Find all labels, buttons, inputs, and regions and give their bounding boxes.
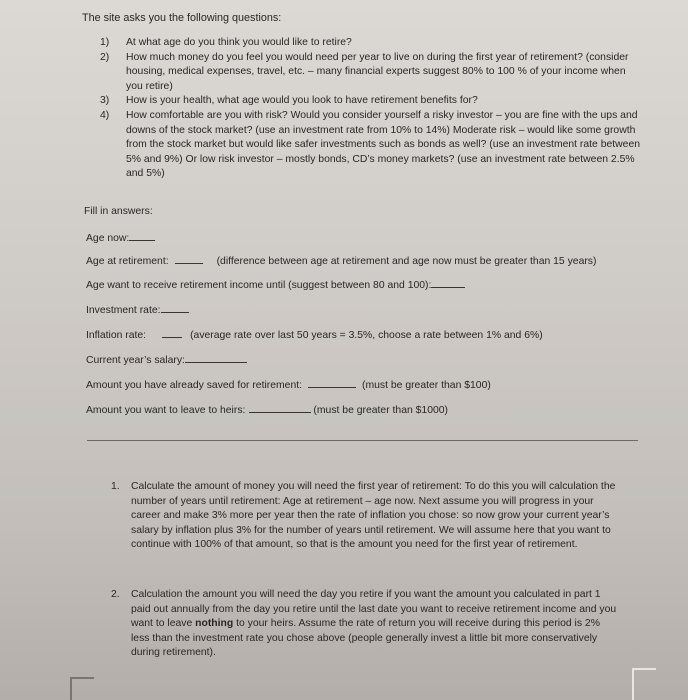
inflation-rate-blank[interactable]: [162, 328, 182, 338]
salary-label: Current year’s salary:: [86, 355, 185, 366]
investment-rate-label: Investment rate:: [86, 305, 161, 316]
task-item: [111, 588, 621, 661]
age-retirement-blank[interactable]: [175, 254, 203, 264]
saved-field: [86, 378, 491, 394]
inflation-rate-label: Inflation rate:: [86, 330, 147, 341]
age-retirement-field: [86, 254, 596, 270]
salary-field: [86, 353, 247, 369]
age-now-label: Age now:: [86, 233, 130, 244]
bracket-mark: [632, 668, 656, 700]
section-divider: [87, 440, 638, 441]
task-item: [111, 480, 621, 553]
question-item: [100, 109, 645, 182]
heirs-field: [86, 403, 448, 419]
question-text: How is your health, what age would you look to have retirement benefits for?: [126, 95, 478, 107]
inflation-rate-field: [86, 328, 543, 344]
task-number: 1.: [111, 481, 120, 492]
inflation-rate-hint: (average rate over last 50 years = 3.5%, choose a rate between 1% and 6%): [190, 330, 543, 341]
task-number: 2.: [111, 589, 120, 600]
task-text-part: Calculation the amount you will need the day you retire if you want the amount you calculated in part 1 paid out annually from the day you retire until the last date you want to receive retirement income and you want to leave: [131, 589, 617, 630]
task-text: Calculate the amount of money you will need the first year of retirement: To do this you will calculation the number of years until retirement: Age at retirement – age now. Next assume you will progress in your career and make 3% more per year then the rate of inflation you chose: so now grow your current year’s salary by inflation plus 3% for the number of years until retirement. We will assume here that you want to continue with 100% of that amount, so that is the amount you need for the first year of retirement.: [131, 481, 616, 551]
age-now-blank[interactable]: [129, 231, 155, 241]
investment-rate-field: [86, 303, 189, 319]
question-number: 1): [100, 37, 110, 48]
heirs-label: Amount you want to leave to heirs:: [86, 405, 246, 416]
question-list: [100, 36, 645, 182]
question-item: [100, 51, 645, 95]
salary-blank[interactable]: [185, 353, 247, 363]
question-number: 4): [100, 109, 110, 121]
saved-hint: (must be greater than $100): [362, 380, 491, 391]
age-income-label: Age want to receive retirement income until (suggest between 80 and 100):: [86, 280, 432, 291]
question-text: How much money do you feel you would need per year to live on during the first year of retirement? (consider housing, medical expenses, travel, etc. – many financial experts suggest 80% to 100 % of your income when you retire): [126, 51, 629, 92]
heirs-hint: (must be greater than $1000): [313, 405, 449, 416]
investment-rate-blank[interactable]: [161, 303, 189, 313]
heirs-blank[interactable]: [249, 403, 311, 413]
question-number: 2): [100, 51, 110, 63]
age-income-field: [86, 278, 465, 294]
question-item: [100, 36, 645, 51]
question-text: At what age do you think you would like to retire?: [126, 37, 352, 48]
page-heading: The site asks you the following questions:: [82, 12, 282, 24]
task-text-emphasis: nothing: [195, 618, 234, 630]
age-income-blank[interactable]: [431, 278, 465, 288]
fill-in-title: Fill in answers:: [84, 206, 153, 217]
question-item: [100, 94, 645, 109]
saved-label: Amount you have already saved for retirement:: [86, 380, 303, 391]
age-retirement-label: Age at retirement:: [86, 256, 169, 267]
age-now-field: [86, 231, 155, 247]
task-text-part: to your heirs. Assume the rate of return you will receive during this period is 2% less than the investment rate you chose above (people generally invest a little bit more conservatively during retirement).: [131, 618, 600, 659]
question-number: 3): [100, 95, 110, 107]
age-retirement-hint: (difference between age at retirement and age now must be greater than 15 years): [216, 256, 597, 267]
bracket-mark: [70, 677, 94, 700]
question-text: How comfortable are you with risk? Would you consider yourself a risky investor – you are fine with the ups and downs of the stock market? (use an investment rate from 10% to 14%) Moderate risk – would like some growth from the stock market but would like safer investments such as bonds as well? (use an investment rate between 5% and 9%) Or low risk investor – mostly bonds, CD’s money markets? (use an investment rate between 2.5% and 5%): [126, 109, 641, 180]
saved-blank[interactable]: [308, 378, 356, 388]
task-text: [131, 588, 621, 661]
